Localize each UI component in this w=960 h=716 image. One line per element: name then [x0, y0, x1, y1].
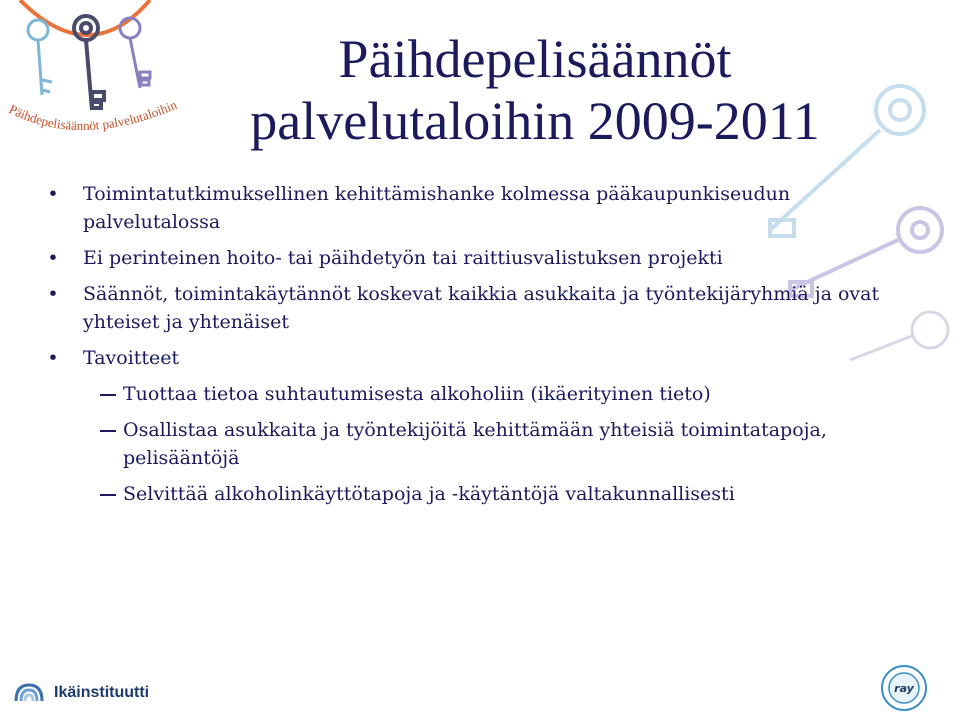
ikainstituutti-logo	[12, 680, 149, 706]
ray-badge-icon	[880, 664, 928, 712]
org-name: Ikäinstituutti	[54, 684, 150, 701]
bullet-dot: •	[47, 283, 59, 305]
sub-bullet-list	[83, 380, 906, 508]
logo-arc-text: Päihdepelisäännöt palvelutaloihin	[6, 96, 180, 134]
sub-bullet-item	[46, 480, 906, 508]
ikainstituutti-mark-icon	[12, 681, 46, 705]
bullet-item	[46, 244, 906, 272]
bullet-text: Tavoitteet	[83, 347, 180, 369]
bullet-item	[46, 280, 906, 336]
bullet-text: Toimintatutkimuksellinen kehittämishanke kolmessa pääkaupunkiseudun palvelutalossa	[83, 183, 791, 233]
bullet-dot: •	[47, 347, 59, 369]
sub-bullet-text: Osallistaa asukkaita ja työntekijöitä kehittämään yhteisiä toimintatapoja, pelisääntöjä	[123, 419, 827, 469]
ray-badge-text: ray	[894, 682, 914, 695]
slide-content	[46, 180, 906, 516]
ray-badge	[880, 664, 928, 712]
bullet-text: Säännöt, toimintakäytännöt koskevat kaikkia asukkaita ja työntekijäryhmiä ja ovat yhteiset ja yhtenäiset	[83, 283, 880, 333]
bullet-text: Ei perinteinen hoito- tai päihdetyön tai raittiusvalistuksen projekti	[83, 247, 723, 269]
sub-bullet-text: Selvittää alkoholinkäyttötapoja ja -käytäntöjä valtakunnallisesti	[123, 483, 735, 505]
bullet-list	[46, 180, 906, 508]
sub-bullet-item	[46, 380, 906, 408]
title-line-2: palvelutaloihin 2009-2011	[250, 91, 820, 151]
title-line-1: Päihdepelisäännöt	[338, 29, 732, 89]
bullet-dot: •	[47, 183, 59, 205]
bullet-dot: •	[47, 247, 59, 269]
bullet-item	[46, 344, 906, 508]
dash-marker	[100, 494, 116, 496]
dash-marker	[100, 430, 116, 432]
sub-bullet-item	[46, 416, 906, 472]
bullet-item	[46, 180, 906, 236]
dash-marker	[100, 394, 116, 396]
sub-bullet-text: Tuottaa tietoa suhtautumisesta alkoholiin (ikäerityinen tieto)	[123, 383, 711, 405]
slide-title	[140, 28, 930, 152]
